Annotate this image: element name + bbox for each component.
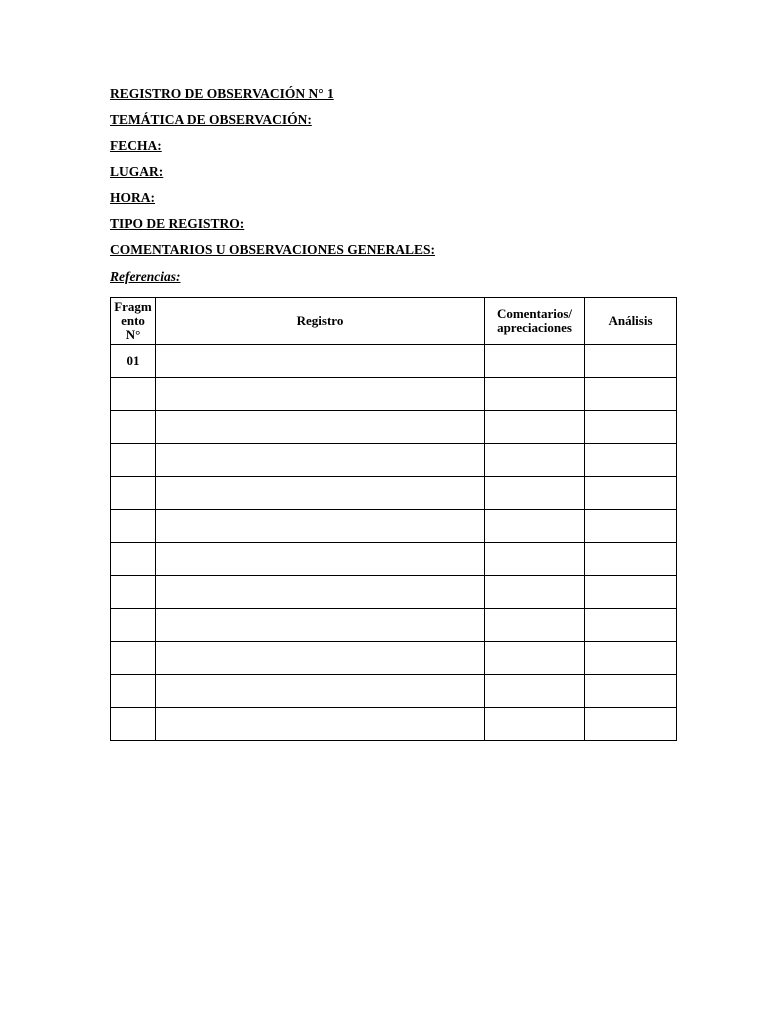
tipo-registro-label: TIPO DE REGISTRO: [110, 216, 245, 231]
table-row [111, 543, 677, 576]
column-header-analisis: Análisis [585, 298, 677, 345]
cell-fragment[interactable] [111, 609, 156, 642]
table-row [111, 576, 677, 609]
table-row [111, 675, 677, 708]
cell-analisis[interactable] [585, 642, 677, 675]
table-row [111, 510, 677, 543]
cell-comentarios[interactable] [485, 642, 585, 675]
cell-registro[interactable] [156, 510, 485, 543]
table-row [111, 378, 677, 411]
cell-registro[interactable] [156, 642, 485, 675]
cell-fragment[interactable] [111, 477, 156, 510]
column-header-registro: Registro [156, 298, 485, 345]
cell-analisis[interactable] [585, 378, 677, 411]
column-header-fragmento [111, 298, 156, 345]
cell-analisis[interactable] [585, 510, 677, 543]
cell-registro[interactable] [156, 411, 485, 444]
table-row [111, 477, 677, 510]
cell-registro[interactable] [156, 543, 485, 576]
tematica-label: TEMÁTICA DE OBSERVACIÓN: [110, 112, 312, 127]
cell-registro[interactable] [156, 576, 485, 609]
cell-analisis[interactable] [585, 675, 677, 708]
cell-analisis[interactable] [585, 576, 677, 609]
cell-comentarios[interactable] [485, 444, 585, 477]
cell-fragment[interactable] [111, 675, 156, 708]
lugar-label: LUGAR: [110, 164, 164, 179]
cell-comentarios[interactable] [485, 609, 585, 642]
cell-comentarios[interactable] [485, 576, 585, 609]
cell-comentarios[interactable] [485, 378, 585, 411]
cell-fragment[interactable] [111, 576, 156, 609]
cell-comentarios[interactable] [485, 477, 585, 510]
comentarios-generales-label: COMENTARIOS U OBSERVACIONES GENERALES: [110, 242, 435, 257]
cell-fragment[interactable] [111, 411, 156, 444]
observation-table [110, 297, 677, 741]
hora-label: HORA: [110, 190, 155, 205]
cell-analisis[interactable] [585, 543, 677, 576]
cell-fragment[interactable] [111, 378, 156, 411]
cell-fragment[interactable] [111, 708, 156, 741]
cell-analisis[interactable] [585, 708, 677, 741]
table-row [111, 642, 677, 675]
column-header-comentarios-text: Comentarios/ apreciaciones [496, 306, 573, 335]
cell-comentarios[interactable] [485, 675, 585, 708]
table-header-row [111, 298, 677, 345]
referencias-label: Referencias: [110, 269, 181, 284]
cell-registro[interactable] [156, 708, 485, 741]
cell-registro[interactable] [156, 378, 485, 411]
cell-fragment[interactable] [111, 543, 156, 576]
cell-registro[interactable] [156, 345, 485, 378]
cell-comentarios[interactable] [485, 411, 585, 444]
cell-comentarios[interactable] [485, 543, 585, 576]
cell-registro[interactable] [156, 477, 485, 510]
cell-analisis[interactable] [585, 477, 677, 510]
column-header-comentarios [485, 298, 585, 345]
cell-fragment[interactable] [111, 642, 156, 675]
cell-comentarios[interactable] [485, 345, 585, 378]
cell-registro[interactable] [156, 609, 485, 642]
cell-comentarios[interactable] [485, 708, 585, 741]
fecha-label: FECHA: [110, 138, 162, 153]
column-header-fragmento-text: Fragmento N° [114, 299, 152, 342]
table-row [111, 609, 677, 642]
cell-fragment[interactable]: 01 [111, 345, 156, 378]
table-row [111, 444, 677, 477]
cell-analisis[interactable] [585, 411, 677, 444]
cell-comentarios[interactable] [485, 510, 585, 543]
table-row [111, 708, 677, 741]
table-row [111, 411, 677, 444]
form-title: REGISTRO DE OBSERVACIÓN N° 1 [110, 86, 334, 101]
cell-analisis[interactable] [585, 345, 677, 378]
cell-fragment[interactable] [111, 444, 156, 477]
cell-fragment[interactable] [111, 510, 156, 543]
cell-registro[interactable] [156, 444, 485, 477]
table-row [111, 345, 677, 378]
cell-analisis[interactable] [585, 444, 677, 477]
cell-registro[interactable] [156, 675, 485, 708]
cell-analisis[interactable] [585, 609, 677, 642]
